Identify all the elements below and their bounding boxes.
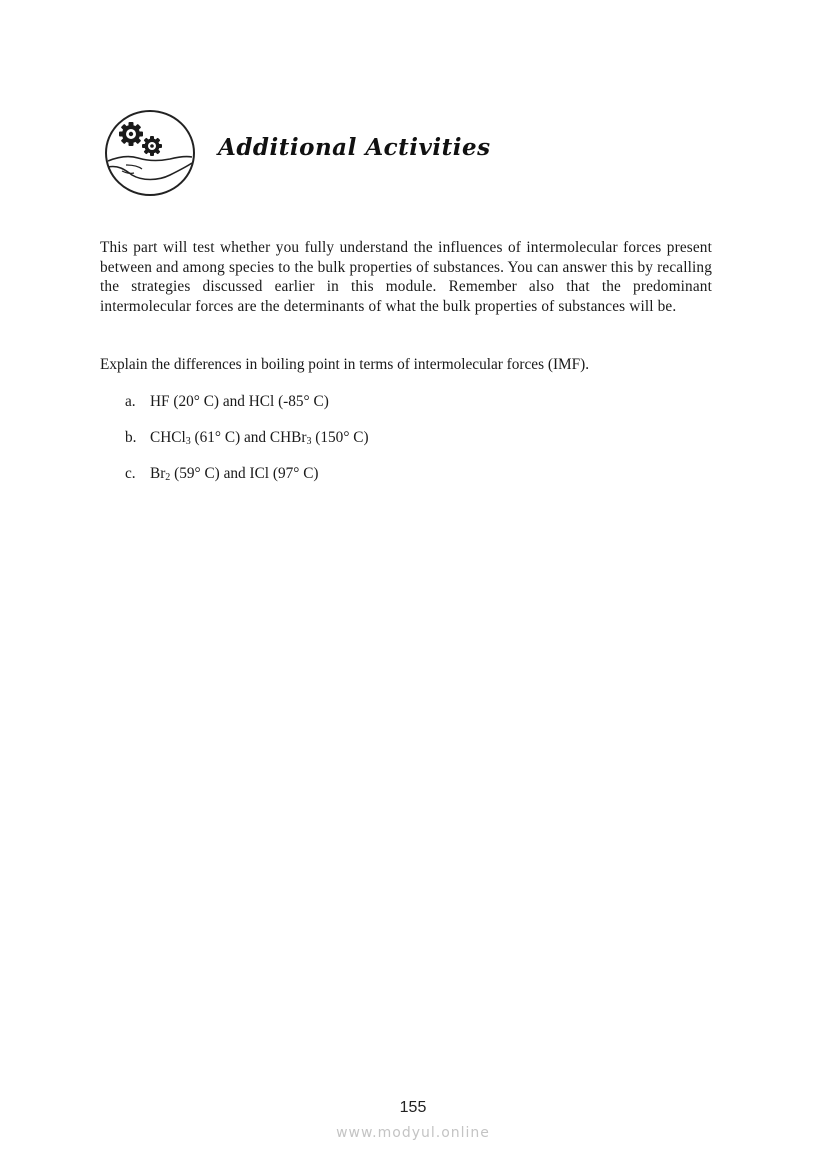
subscript: 3 — [306, 436, 312, 447]
section-title: Additional Activities — [218, 134, 491, 161]
list-item — [125, 428, 369, 464]
item-text: HF (20° C) and HCl (-85° C) — [150, 393, 329, 410]
list-item — [125, 464, 369, 500]
instruction-text: Explain the differences in boiling point in terms of intermolecular forces (IMF). — [100, 356, 590, 373]
item-text-part: CHCl — [150, 429, 186, 446]
subscript: 3 — [185, 436, 191, 447]
item-text-part: Br — [150, 465, 166, 482]
watermark: www.modyul.online — [336, 1125, 490, 1141]
item-marker: c. — [125, 465, 136, 482]
item-text-part: (61° C) and CHBr — [190, 429, 307, 446]
item-marker: a. — [125, 393, 136, 410]
list-item — [125, 392, 369, 428]
item-marker: b. — [125, 429, 137, 446]
item-text-part: (150° C) — [311, 429, 369, 446]
gears-in-hand-icon — [104, 109, 196, 197]
intro-paragraph: This part will test whether you fully understand the influences of intermolecular forces present between and among species to the bulk properties of substances. You can answer this by recalling the strategies discussed earlier in this module. Remember also that the predominant intermolecular forces are the determinants of what the bulk properties of substances will be. — [100, 239, 712, 315]
subscript: 2 — [165, 472, 171, 483]
question-list — [125, 392, 369, 500]
page-number: 155 — [399, 1099, 427, 1116]
item-text-part: (59° C) and ICl (97° C) — [170, 465, 319, 482]
